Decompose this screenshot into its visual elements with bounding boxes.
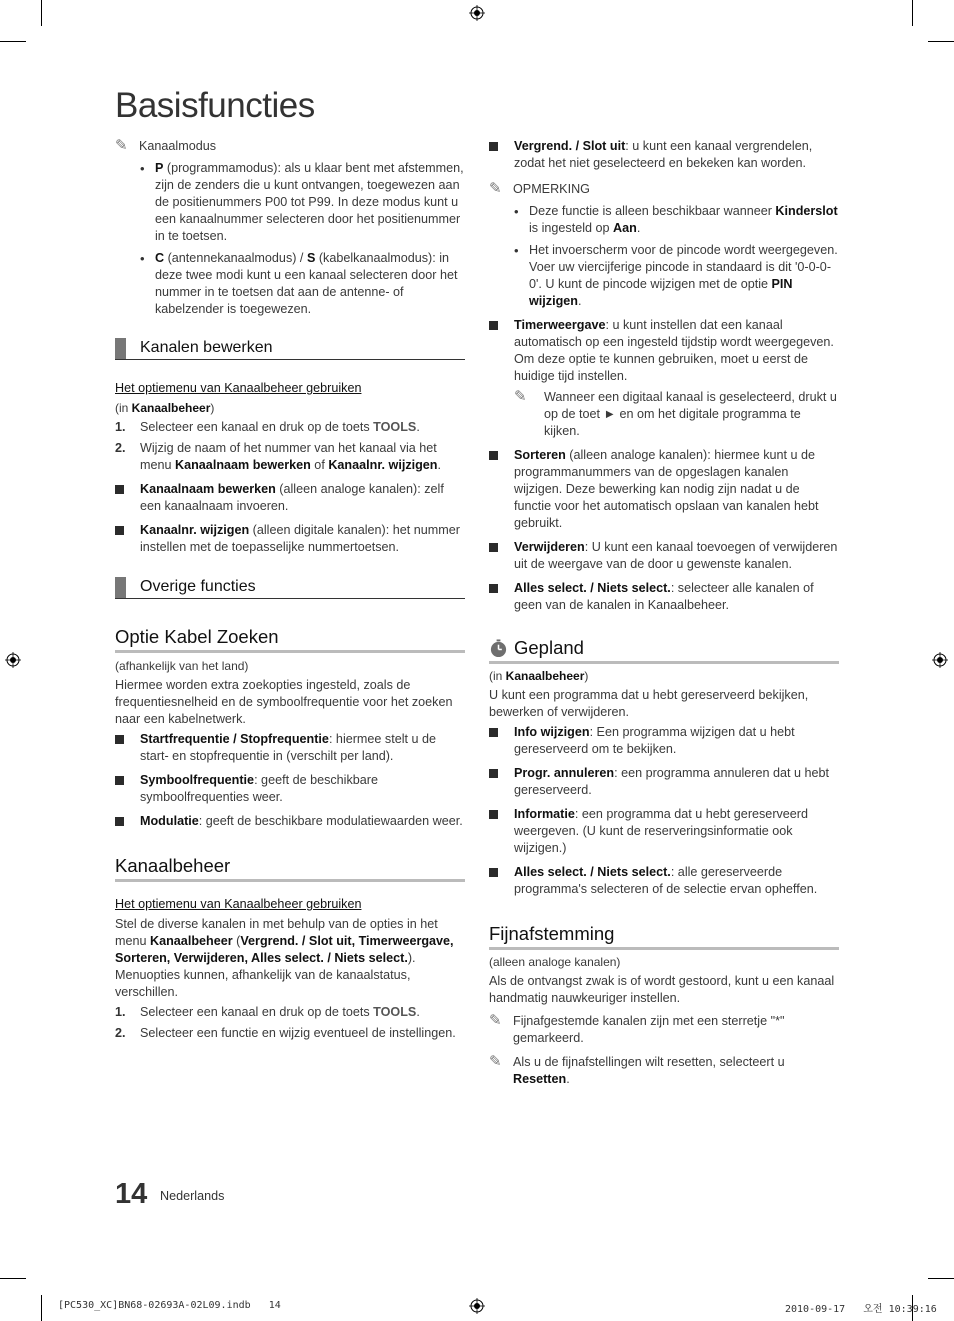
list-item-text: (alleen digitale kanalen): het nummer instellen met de toepasselijke nummertoetsen. [140,523,460,554]
key-term: Alles select. / Niets select. [514,581,671,595]
list-item [115,522,465,556]
key-term: Timerweergave [514,318,606,332]
key-term: S [306,251,316,265]
registration-mark-icon [469,1298,485,1314]
note-opmerking [489,181,839,198]
list-item-text: . [577,294,582,308]
list-item-text: : u kunt instellen dat een kanaal automatisch op een ingesteld tijdstip wordt weergegeven. Om deze optie te kunnen gebruiken, moet u eerst de huidige tijd instellen. [514,318,834,383]
key-term: Symboolfrequentie [140,773,255,787]
crop-mark [41,0,42,26]
file-info: [PC530_XC]BN68-02693A-02L09.indb 14 [58,1300,281,1311]
paragraph: U kunt een programma dat u hebt gereserveerd bekijken, bewerken of verwijderen. [489,688,809,719]
square-bullet-icon [489,142,498,151]
procedure-title: Het optiemenu van Kanaalbeheer gebruiken [115,381,362,395]
menu-name: Kanaalbeheer [505,669,585,683]
context-text: (in [489,669,506,683]
square-bullet-icon [489,451,498,460]
list-item-text: (kabelkanaalmodus): in deze twee modi kunt u een kanaal selecteren door het nummer in te toetsen dat aan de antenne- of kabelzender is toegewezen. [155,251,458,316]
registration-mark-icon [469,5,485,21]
key-term: Aan [613,221,637,235]
subheading-text: Overige functies [140,578,256,595]
subheading-text: Kanalen bewerken [140,339,273,356]
heading-bar [115,338,126,359]
note-kanaalmodus [115,138,465,155]
list-item [115,813,465,830]
key-term: Resetten [513,1072,567,1086]
key-term: Sorteren [514,448,566,462]
list-item-text: : hiermee stelt u de start- en stopfrequentie in (verschilt per land). [140,732,437,763]
list-item [140,160,465,245]
step-text: of [310,458,329,472]
note-text: . [566,1072,570,1086]
registration-mark-icon [932,652,948,668]
crop-mark [0,1278,26,1279]
bullet-dot-icon: • [140,161,145,176]
section-heading-kanaalbeheer: Kanaalbeheer [115,854,465,882]
crop-mark [912,0,913,26]
section-heading-text: Gepland [514,637,584,658]
key-term: Progr. annuleren [514,766,615,780]
list-item-text: : geeft de beschikbare modulatiewaarden weer. [198,814,463,828]
list-item-text: is ingesteld op [529,221,614,235]
note-text: Als u de fijnafstellingen wilt resetten, selecteert u [513,1055,785,1069]
square-bullet-icon [115,776,124,785]
list-item-text: : u kunt een kanaal vergrendelen, zodat het niet geselecteerd en bekeken kan worden. [514,139,813,170]
menu-name: Kanaalnaam bewerken [175,458,311,472]
key-term: Verwijderen [514,540,585,554]
bullet-dot-icon: • [140,251,145,266]
square-bullet-icon [489,543,498,552]
step-number: 2. [115,441,126,455]
bullet-dot-icon: • [514,204,519,219]
square-bullet-icon [115,735,124,744]
paragraph: Hiermee worden extra zoekopties ingesteld, zoals de frequentiesnelheid en de symboolfrequentie voor het zoeken naar een kabelnetwerk. [115,678,453,726]
list-item-text: (alleen analoge kanalen): hiermee kunt u de programmanummers van de opgeslagen kanalen wijzigen. Deze bewerking kan nodig zijn nadat u de functie voor het automatisch opslaan van kanalen hebt gebruikt. [514,448,819,530]
heading-bar [115,577,126,598]
step-number: 2. [115,1026,126,1040]
list-item-text: : U kunt een kanaal toevoegen of verwijderen uit de weergave van de door u gewenste kanalen. [514,540,838,571]
list-item [489,580,839,614]
pencil-note-icon: ✎ [115,137,128,154]
square-bullet-icon [115,485,124,494]
context-line [115,400,465,417]
crop-mark [0,41,26,42]
step-text: . [416,420,420,434]
list-item [514,203,839,237]
step-number: 1. [115,1005,126,1019]
procedure-title: Het optiemenu van Kanaalbeheer gebruiken [115,897,362,911]
step-number: 1. [115,420,126,434]
note-text: Kanaalmodus [139,139,217,153]
list-item-text: . [636,221,641,235]
page-title: Basisfuncties [115,86,315,125]
key-term: Info wijzigen [514,725,590,739]
pencil-note-icon: ✎ [489,1053,502,1070]
left-column [115,138,465,1042]
pencil-note-icon: ✎ [514,388,527,405]
square-bullet-icon [489,584,498,593]
step-text: Selecteer een kanaal en druk op de toets [140,420,374,434]
list-item [489,864,839,898]
step-text: Wijzig de naam of het nummer van het kanaal via het menu [140,441,437,472]
menu-name: Kanaalbeheer [131,401,211,415]
paragraph-text: Stel de diverse kanalen in met behulp van de opties in het menu [115,917,438,948]
step-item [115,1004,465,1021]
list-item [489,317,839,385]
right-column [489,138,839,1088]
list-item [489,765,839,799]
pencil-note-icon: ✎ [489,1012,502,1029]
key-term: PIN wijzigen [529,277,793,308]
key-term: Vergrend. / Slot uit [514,139,626,153]
menu-name: Kanaalnr. wijzigen [328,458,438,472]
step-text: . [437,458,442,472]
list-item [514,242,839,310]
note-fijn-1 [489,1013,839,1047]
square-bullet-icon [489,868,498,877]
list-item-text: : selecteer alle kanalen of geen van de kanalen in Kanaalbeheer. [514,581,814,612]
menu-name: Vergrend. / Slot uit, Timerweergave, Sorteren, Verwijderen, Alles select. / Niets select. [115,934,454,965]
list-item-text: : een programma annuleren dat u hebt gereserveerd. [514,766,830,797]
key-term: Startfrequentie / Stopfrequentie [140,732,329,746]
context-line: (afhankelijk van het land) [115,659,249,673]
step-text: Selecteer een kanaal en druk op de toets [140,1005,374,1019]
note-fijn-2 [489,1054,839,1088]
note-text: Fijnafgestemde kanalen zijn met een sterretje "*" gemarkeerd. [513,1014,785,1045]
paragraph-text: ( [232,934,241,948]
list-item-text: Het invoerscherm voor de pincode wordt weergegeven. Voer uw viercijferige pincode in standaard is dit '0-0-0-0'. U kunt de pincode wijzigen met de optie [529,243,838,291]
print-timestamp: 2010-09-17 오전 10:39:16 [785,1304,937,1315]
step-item [115,419,465,436]
list-item [489,539,839,573]
context-line: (alleen analoge kanalen) [489,955,621,969]
square-bullet-icon [489,769,498,778]
crop-mark [41,1295,42,1321]
list-item [115,731,465,765]
language-label: Nederlands [160,1189,225,1203]
section-heading-fijnafstemming: Fijnafstemming [489,922,839,950]
list-item [489,447,839,532]
square-bullet-icon [115,817,124,826]
list-item-text: Deze functie is alleen beschikbaar wanneer [529,204,776,218]
square-bullet-icon [489,810,498,819]
list-item [115,481,465,515]
square-bullet-icon [489,728,498,737]
key-term: Kanaalnaam bewerken [140,482,276,496]
note-timer [514,389,839,440]
button-name: TOOLS [373,1005,417,1019]
key-term: Modulatie [140,814,199,828]
context-line [489,668,839,685]
menu-name: Kanaalbeheer [150,934,233,948]
list-item-text: : Een programma wijzigen dat u hebt gereserveerd om te bekijken. [514,725,795,756]
note-text: Wanneer een digitaal kanaal is geselecteerd, drukt u op de toet ► en om het digitale programma te kijken. [544,390,837,438]
context-text: (in [115,401,132,415]
bullet-dot-icon: • [514,243,519,258]
list-item-text: : geeft de beschikbare symboolfrequenties weer. [140,773,378,804]
context-text: ) [584,669,589,683]
key-term: Alles select. / Niets select. [514,865,671,879]
crop-mark [928,41,954,42]
list-item [489,138,839,172]
button-name: TOOLS [373,420,417,434]
subheading-overige-functies [115,576,465,599]
clock-icon [489,639,508,658]
square-bullet-icon [489,321,498,330]
key-term: Kinderslot [775,204,838,218]
paragraph [115,916,465,1001]
list-item-text: (programmamodus): als u klaar bent met afstemmen, zijn de zenders die u kunt ontvangen, toegewezen aan de positienummers P00 tot P99. In deze modus kunt u een kanaalnummer selecteren door het positienummer in te toetsen. [155,161,464,243]
pencil-note-icon: ✎ [489,180,502,197]
key-term: C [155,251,165,265]
subheading-kanalen-bewerken [115,337,465,360]
key-term: Informatie [514,807,575,821]
list-item-text: : een programma dat u hebt gereserveerd weergeven. (U kunt de reserveringsinformatie ook wijzigen.) [514,807,809,855]
section-heading-optie-kabel-zoeken: Optie Kabel Zoeken [115,625,465,653]
paragraph: Als de ontvangst zwak is of wordt gestoord, kunt u een kanaal handmatig nauwkeuriger instellen. [489,974,835,1005]
list-item [489,806,839,857]
step-text: Selecteer een functie en wijzig eventueel de instellingen. [140,1026,456,1040]
note-text: OPMERKING [513,182,590,196]
step-text: . [416,1005,420,1019]
list-item-text: (antennekanaalmodus) / [164,251,307,265]
registration-mark-icon [5,652,21,668]
page-number: 14 [115,1178,148,1210]
step-item [115,440,465,474]
step-item [115,1025,465,1042]
key-term: P [155,161,164,175]
list-item [489,724,839,758]
square-bullet-icon [115,526,124,535]
section-heading-gepland [489,636,839,664]
context-text: ) [210,401,215,415]
list-item-text: (alleen analoge kanalen): zelf een kanaalnaam invoeren. [140,482,444,513]
list-item [115,772,465,806]
list-item [140,250,465,318]
key-term: Kanaalnr. wijzigen [140,523,250,537]
paragraph-text: ). Menuopties kunnen, afhankelijk van de kanaalstatus, verschillen. [115,951,416,999]
crop-mark [928,1278,954,1279]
list-item-text: : alle gereserveerde programma's selecteren of de selectie ervan opheffen. [514,865,818,896]
